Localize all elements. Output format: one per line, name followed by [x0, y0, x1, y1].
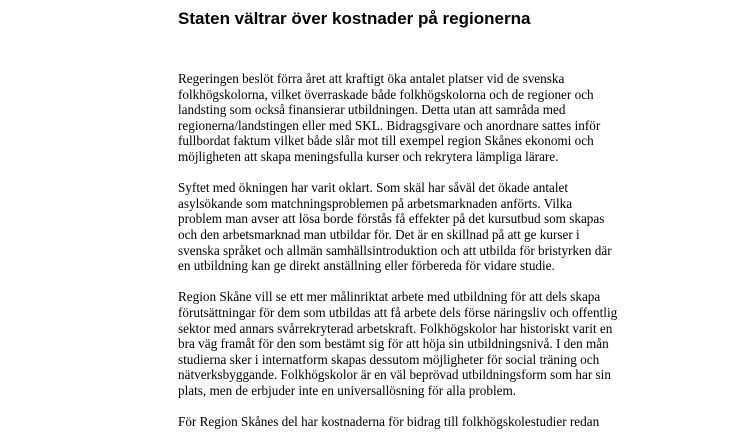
- text-line: möjligheten att skapa meningsfulla kurser och rekrytera lämpliga lärare.: [178, 148, 559, 164]
- text-line: fullbordat faktum vilket både slår mot till exempel region Skånes ekonomi och: [178, 133, 594, 149]
- text-line: Region Skåne vill se ett mer målinriktat arbete med utbildning för att dels skapa: [178, 289, 601, 305]
- text-line: nätverksbyggande. Folkhögskolor är en väl beprövad utbildningsform som har sin: [178, 367, 611, 383]
- text-line: asylsökande som matchningsproblemen på arbetsmarknaden anförts. Vilka: [178, 195, 573, 211]
- text-line: problem man avser att lösa borde förstås få effekter på det kursutbud som skapas: [178, 211, 605, 227]
- text-line: regionerna/landstingen eller med SKL. Bidragsgivare och anordnare sattes inför: [178, 117, 601, 133]
- text-line: folkhögskolorna, vilket överraskade både folkhögskolorna och de regioner och: [178, 86, 594, 102]
- text-line: Syftet med ökningen har varit oklart. Som skäl har såväl det ökade antalet: [178, 180, 569, 196]
- text-line: plats, men de erbjuder inte en universallösning för alla problem.: [178, 382, 517, 398]
- paragraph-2: [178, 180, 648, 274]
- article-body: [178, 71, 648, 445]
- text-line: svenska språket och allmän samhällsintroduktion och att utbilda för bristyrken där: [178, 242, 612, 258]
- text-line: och den arbetsmarknad man utbildar för. Det är en skillnad på att ge kurser i: [178, 226, 580, 242]
- text-line: bra väg framåt för den som bestämt sig för att höja sin utbildningsnivå. I den mån: [178, 336, 609, 352]
- article-title: Staten vältrar över kostnader på regionerna: [178, 9, 531, 28]
- text-line: Regeringen beslöt förra året att kraftigt öka antalet platser vid de svenska: [178, 71, 565, 86]
- paragraph-4: [178, 414, 648, 430]
- text-line: studierna sker i internatform skapas dessutom möjligheter för social träning och: [178, 351, 600, 367]
- text-line: en utbildning kan ge direkt anställning eller förbereda för vidare studie.: [178, 258, 555, 274]
- text-line: För Region Skånes del har kostnaderna för bidrag till folkhögskolestudier redan: [178, 414, 600, 430]
- text-line: sektor med annars svårrekryterad arbetskraft. Folkhögskolor har historiskt varit en: [178, 320, 613, 336]
- text-line: förutsättningar för dem som utbildas att få arbete dels förse näringsliv och offentlig: [178, 304, 618, 320]
- paragraph-1: [178, 71, 648, 165]
- paragraph-3: [178, 289, 648, 398]
- text-line: landsting som också finansierar utbildningen. Detta utan att samråda med: [178, 102, 566, 118]
